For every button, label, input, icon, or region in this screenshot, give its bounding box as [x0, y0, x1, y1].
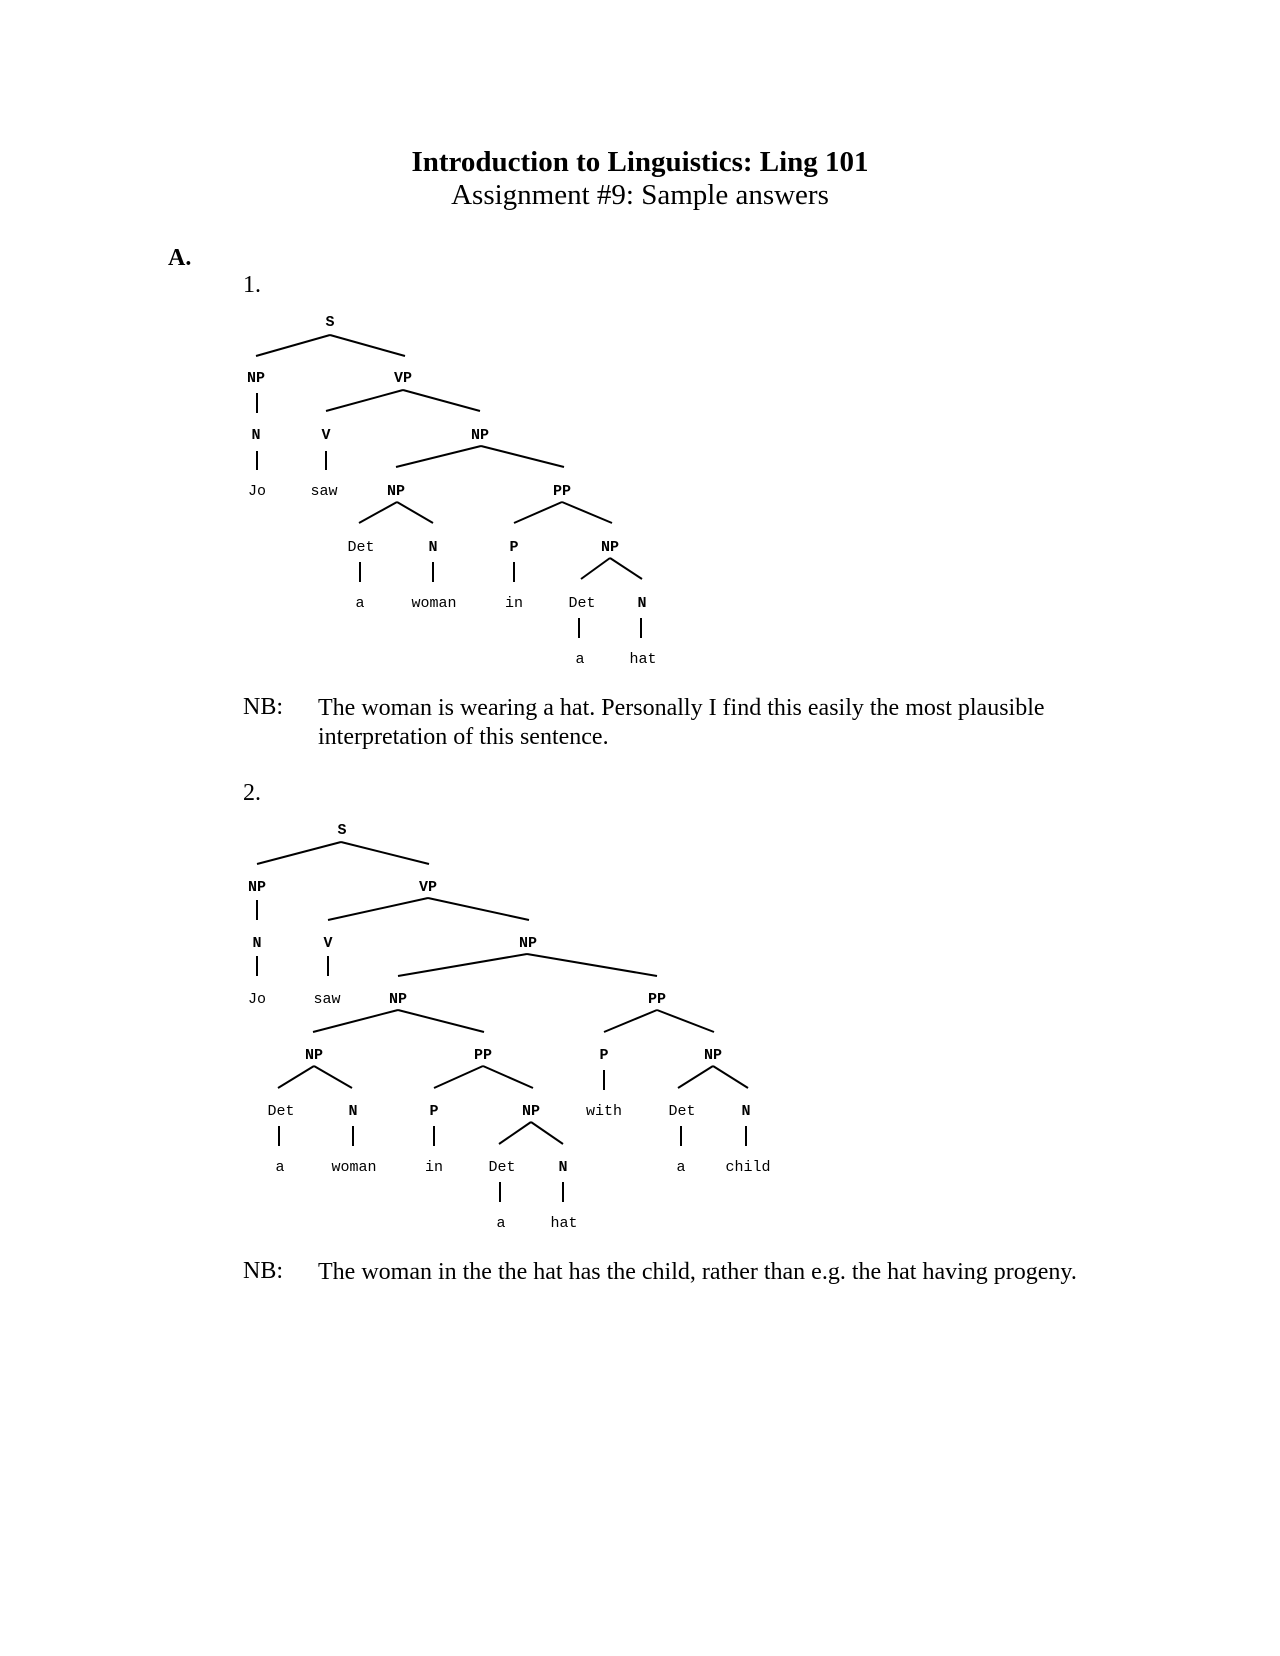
nb-text: The woman is wearing a hat. Personally I find this easily the most plausible interpretation of this sentence.	[318, 695, 1045, 750]
node-p: P	[599, 1047, 609, 1064]
page-title: Introduction to Linguistics: Ling 101	[411, 146, 869, 178]
node-np: NP	[518, 935, 538, 952]
nb-label: NB:	[243, 694, 284, 720]
leaf-jo: Jo	[247, 483, 267, 500]
leaf-a: a	[355, 595, 365, 612]
node-vp: VP	[418, 879, 438, 896]
node-det: Det	[488, 1159, 516, 1176]
node-v: V	[321, 427, 331, 444]
node-det: Det	[568, 595, 596, 612]
node-np: NP	[470, 427, 490, 444]
leaf-in: in	[424, 1159, 444, 1176]
node-s: S	[337, 822, 347, 839]
node-pp: PP	[647, 991, 667, 1008]
node-n: N	[252, 935, 262, 952]
tree-2-labels	[248, 822, 771, 1232]
branch	[434, 1066, 483, 1088]
node-det: Det	[347, 539, 375, 556]
nb-text: The woman in the the hat has the child, rather than e.g. the hat having progeny.	[318, 1259, 1077, 1285]
node-n: N	[558, 1159, 568, 1176]
leaf-saw: saw	[310, 483, 338, 500]
branch	[313, 1010, 398, 1032]
branch	[328, 898, 428, 920]
branch	[499, 1122, 531, 1144]
leaf-saw: saw	[313, 991, 341, 1008]
node-s: S	[325, 314, 335, 331]
leaf-with: with	[585, 1103, 623, 1120]
node-vp: VP	[393, 370, 413, 387]
leaf-a: a	[575, 651, 585, 668]
node-np: NP	[304, 1047, 324, 1064]
node-np: NP	[703, 1047, 723, 1064]
node-det: Det	[267, 1103, 295, 1120]
leaf-a: a	[676, 1159, 686, 1176]
node-np: NP	[521, 1103, 541, 1120]
tree-2-branches	[257, 842, 751, 1202]
node-p: P	[509, 539, 519, 556]
branch	[428, 898, 529, 920]
leaf-in: in	[504, 595, 524, 612]
node-np: NP	[247, 879, 267, 896]
node-np: NP	[600, 539, 620, 556]
node-det: Det	[668, 1103, 696, 1120]
nb-label: NB:	[243, 1258, 284, 1284]
leaf-woman: woman	[331, 1159, 377, 1176]
node-n: N	[741, 1103, 751, 1120]
branch	[527, 954, 657, 976]
node-n: N	[348, 1103, 358, 1120]
node-pp: PP	[473, 1047, 493, 1064]
leaf-woman: woman	[411, 595, 457, 612]
node-pp: PP	[552, 483, 572, 500]
leaf-child: child	[725, 1159, 771, 1176]
branch	[398, 954, 527, 976]
question-2-number: 2.	[243, 780, 261, 806]
node-np: NP	[388, 991, 408, 1008]
branch	[657, 1010, 714, 1032]
leaf-a: a	[275, 1159, 285, 1176]
branch	[604, 1010, 657, 1032]
leaf-hat: hat	[629, 651, 657, 668]
node-v: V	[323, 935, 333, 952]
node-n: N	[251, 427, 261, 444]
branch	[398, 1010, 484, 1032]
branch	[257, 842, 341, 864]
node-np: NP	[246, 370, 266, 387]
branch	[341, 842, 429, 864]
branch	[713, 1066, 748, 1088]
node-n: N	[637, 595, 647, 612]
question-1-number: 1.	[243, 272, 261, 298]
node-np: NP	[386, 483, 406, 500]
node-p: P	[429, 1103, 439, 1120]
branch	[483, 1066, 533, 1088]
node-n: N	[428, 539, 438, 556]
leaf-a: a	[496, 1215, 506, 1232]
branch	[531, 1122, 563, 1144]
branch	[678, 1066, 713, 1088]
leaf-hat: hat	[550, 1215, 578, 1232]
leaf-jo: Jo	[247, 991, 267, 1008]
branch	[314, 1066, 352, 1088]
branch	[278, 1066, 314, 1088]
section-label: A.	[168, 245, 192, 271]
page-subtitle: Assignment #9: Sample answers	[451, 179, 829, 211]
